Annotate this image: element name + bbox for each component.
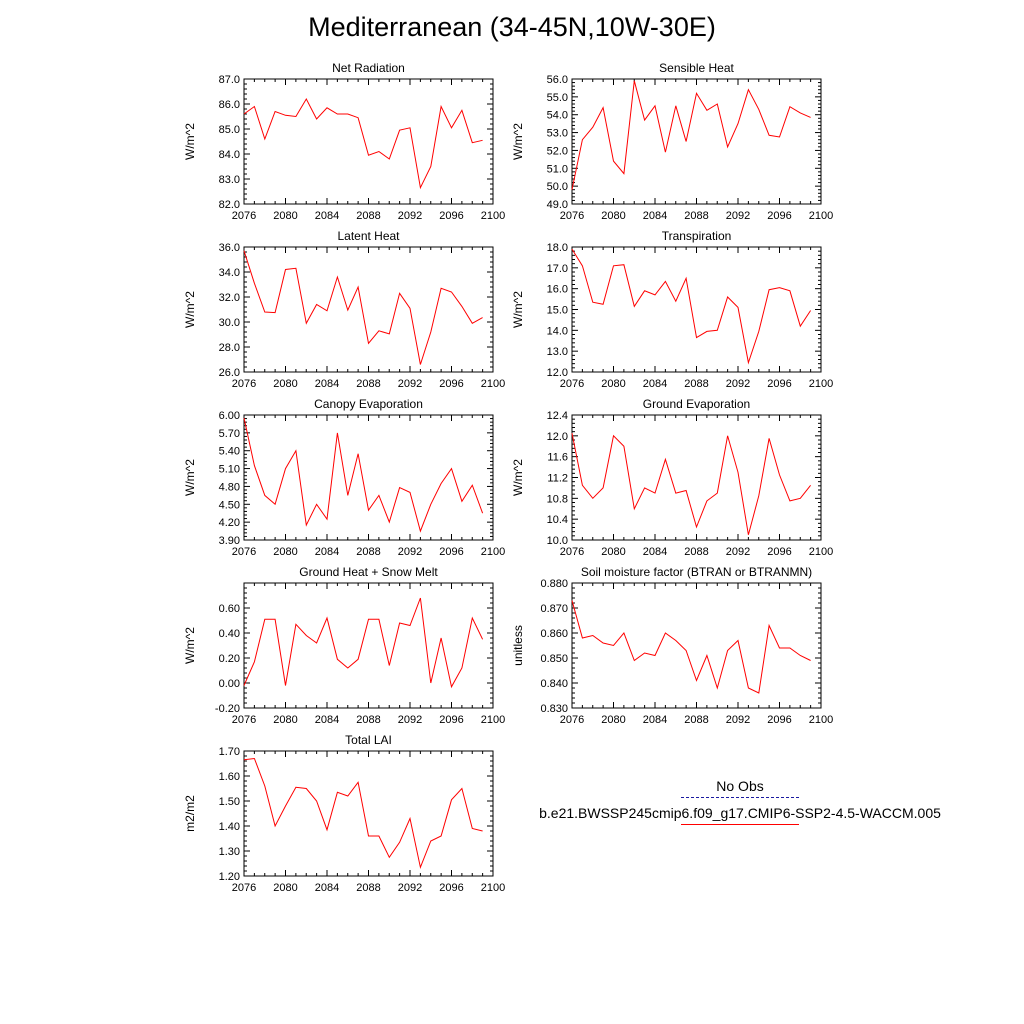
y-tick-label: 0.40 <box>218 628 240 640</box>
y-tick-label: 11.6 <box>547 451 568 464</box>
page-title: Mediterranean (34-45N,10W-30E) <box>308 12 716 42</box>
y-axis-label: W/m^2 <box>511 123 525 160</box>
y-tick-label: 5.40 <box>218 445 240 458</box>
y-tick-label: 18.0 <box>546 242 568 254</box>
series-line-1 <box>244 598 483 687</box>
y-tick-label: 13.0 <box>546 346 568 359</box>
x-tick-label: 2100 <box>480 714 506 726</box>
y-tick-label: 85.0 <box>218 124 240 136</box>
y-tick-label: 10.8 <box>546 493 568 506</box>
series-line-1 <box>244 759 483 868</box>
x-tick-label: 2076 <box>231 210 257 222</box>
series-line-1 <box>572 81 811 190</box>
y-tick-label: 1.70 <box>218 746 240 758</box>
y-tick-label: 51.0 <box>546 163 568 176</box>
x-tick-label: 2100 <box>480 210 506 222</box>
x-tick-label: 2092 <box>725 546 751 558</box>
chart-title: Latent Heat <box>337 229 400 243</box>
plot-frame <box>244 79 493 204</box>
chart-panel-6 <box>511 397 833 558</box>
y-tick-label: 84.0 <box>218 149 240 161</box>
y-axis-label: W/m^2 <box>511 459 525 496</box>
y-tick-label: 5.70 <box>218 427 240 440</box>
y-tick-label: 0.20 <box>218 653 240 665</box>
x-tick-label: 2100 <box>808 546 834 558</box>
y-axis-label: W/m^2 <box>183 123 197 160</box>
chart-panel-2 <box>511 61 833 222</box>
y-tick-label: 1.40 <box>218 821 240 833</box>
x-tick-label: 2076 <box>559 210 585 222</box>
legend-swatch-obs <box>681 797 799 798</box>
plot-frame <box>572 247 821 372</box>
y-tick-label: 82.0 <box>218 199 240 211</box>
y-tick-label: 0.870 <box>540 603 568 615</box>
chart-title: Ground Heat + Snow Melt <box>299 565 438 579</box>
x-tick-label: 2080 <box>601 714 626 726</box>
y-tick-label: 50.0 <box>546 181 568 194</box>
y-tick-label: 56.0 <box>546 74 568 86</box>
y-tick-label: 12.0 <box>546 367 568 379</box>
x-tick-label: 2080 <box>601 210 626 222</box>
y-axis-label: W/m^2 <box>183 291 197 328</box>
series-line-1 <box>244 251 483 365</box>
series-line-1 <box>572 249 811 363</box>
x-tick-label: 2088 <box>356 882 381 894</box>
legend <box>520 778 960 832</box>
x-tick-label: 2100 <box>480 546 506 558</box>
chart-panel-5 <box>183 397 505 558</box>
y-tick-label: 15.0 <box>546 304 568 317</box>
x-tick-label: 2088 <box>356 210 381 222</box>
x-tick-label: 2084 <box>314 378 340 390</box>
y-tick-label: 49.0 <box>546 199 568 211</box>
x-tick-label: 2096 <box>439 546 464 558</box>
x-tick-label: 2080 <box>273 378 298 390</box>
y-tick-label: 12.4 <box>546 410 568 422</box>
x-tick-label: 2088 <box>684 210 709 222</box>
y-tick-label: 30.0 <box>218 317 240 329</box>
y-tick-label: 53.0 <box>546 127 568 140</box>
y-axis-label: W/m^2 <box>183 459 197 496</box>
plot-frame <box>244 415 493 540</box>
chart-title: Sensible Heat <box>659 61 734 75</box>
x-tick-label: 2088 <box>684 546 709 558</box>
y-tick-label: 55.0 <box>546 91 568 104</box>
plot-frame <box>244 583 493 708</box>
chart-panel-4 <box>511 229 833 390</box>
chart-title: Transpiration <box>661 229 732 243</box>
x-tick-label: 2100 <box>808 378 834 390</box>
y-tick-label: 6.00 <box>218 410 240 422</box>
series-line-1 <box>244 99 483 188</box>
y-tick-label: 0.860 <box>540 628 568 640</box>
x-tick-label: 2096 <box>767 546 792 558</box>
chart-title: Soil moisture factor (BTRAN or BTRANMN) <box>580 565 813 579</box>
y-tick-label: 4.80 <box>218 481 240 494</box>
y-tick-label: 4.50 <box>218 499 240 512</box>
chart-title: Total LAI <box>345 733 392 747</box>
y-tick-label: 4.20 <box>218 517 240 530</box>
y-axis-label: W/m^2 <box>183 627 197 664</box>
x-tick-label: 2100 <box>480 882 506 894</box>
x-tick-label: 2080 <box>273 714 298 726</box>
y-tick-label: 1.60 <box>218 771 240 783</box>
x-tick-label: 2080 <box>273 882 298 894</box>
x-tick-label: 2096 <box>439 210 464 222</box>
legend-label-model: b.e21.BWSSP245cmip6.f09_g17.CMIP6-SSP2-4.5-WACCM.005 <box>539 805 941 821</box>
x-tick-label: 2100 <box>480 378 506 390</box>
chart-title: Canopy Evaporation <box>314 397 423 411</box>
y-tick-label: 26.0 <box>218 367 240 379</box>
x-tick-label: 2084 <box>314 210 340 222</box>
x-tick-label: 2084 <box>642 714 668 726</box>
legend-label-obs: No Obs <box>716 778 764 794</box>
x-tick-label: 2096 <box>439 882 464 894</box>
y-tick-label: 16.0 <box>546 283 568 296</box>
y-tick-label: 54.0 <box>546 109 568 122</box>
y-tick-label: 0.830 <box>540 703 568 715</box>
y-tick-label: 1.50 <box>218 796 240 808</box>
x-tick-label: 2076 <box>231 546 257 558</box>
chart-panel-9 <box>183 733 505 894</box>
y-tick-label: 36.0 <box>218 242 240 254</box>
x-tick-label: 2088 <box>684 714 709 726</box>
y-tick-label: 5.10 <box>218 463 240 476</box>
x-tick-label: 2092 <box>397 546 423 558</box>
chart-title: Net Radiation <box>332 61 405 75</box>
plot-frame <box>244 247 493 372</box>
y-tick-label: 10.0 <box>546 535 568 547</box>
x-tick-label: 2084 <box>314 546 340 558</box>
y-tick-label: 0.00 <box>218 678 240 690</box>
series-line-1 <box>244 418 483 531</box>
x-tick-label: 2088 <box>356 378 381 390</box>
chart-panel-3 <box>183 229 505 390</box>
x-tick-label: 2092 <box>397 378 423 390</box>
x-tick-label: 2076 <box>231 378 257 390</box>
y-tick-label: 1.20 <box>218 871 240 883</box>
y-tick-label: 0.850 <box>540 653 568 665</box>
x-tick-label: 2088 <box>356 714 381 726</box>
y-tick-label: 0.840 <box>540 678 568 690</box>
x-tick-label: 2084 <box>314 882 340 894</box>
y-tick-label: 1.30 <box>218 846 240 858</box>
series-line-1 <box>572 601 811 694</box>
x-tick-label: 2080 <box>601 378 626 390</box>
x-tick-label: 2092 <box>397 882 423 894</box>
x-tick-label: 2080 <box>601 546 626 558</box>
series-line-1 <box>572 433 811 535</box>
y-tick-label: 87.0 <box>218 74 240 86</box>
y-tick-label: 52.0 <box>546 145 568 158</box>
x-tick-label: 2096 <box>767 210 792 222</box>
chart-panel-7 <box>183 565 505 726</box>
x-tick-label: 2088 <box>684 378 709 390</box>
plot-frame <box>572 583 821 708</box>
x-tick-label: 2076 <box>559 714 585 726</box>
x-tick-label: 2100 <box>808 714 834 726</box>
x-tick-label: 2100 <box>808 210 834 222</box>
y-axis-label: m2/m2 <box>183 795 197 832</box>
x-tick-label: 2080 <box>273 210 298 222</box>
y-tick-label: 14.0 <box>546 325 568 338</box>
plot-frame <box>572 415 821 540</box>
x-tick-label: 2084 <box>642 546 668 558</box>
x-tick-label: 2092 <box>725 378 751 390</box>
y-tick-label: 83.0 <box>218 174 240 186</box>
x-tick-label: 2076 <box>559 378 585 390</box>
x-tick-label: 2092 <box>397 210 423 222</box>
x-tick-label: 2084 <box>642 210 668 222</box>
x-tick-label: 2096 <box>439 714 464 726</box>
y-tick-label: 32.0 <box>218 292 240 304</box>
x-tick-label: 2076 <box>231 882 257 894</box>
y-tick-label: 11.2 <box>547 472 568 485</box>
x-tick-label: 2096 <box>767 378 792 390</box>
x-tick-label: 2096 <box>439 378 464 390</box>
x-tick-label: 2096 <box>767 714 792 726</box>
y-tick-label: 28.0 <box>218 342 240 354</box>
y-tick-label: 12.0 <box>546 430 568 443</box>
y-tick-label: 0.60 <box>218 603 240 615</box>
chart-panel-8 <box>511 565 833 726</box>
chart-panel-1 <box>183 61 505 222</box>
y-axis-label: W/m^2 <box>511 291 525 328</box>
chart-title: Ground Evaporation <box>642 397 751 411</box>
y-tick-label: 34.0 <box>218 267 240 279</box>
y-tick-label: 3.90 <box>218 535 240 547</box>
x-tick-label: 2076 <box>231 714 257 726</box>
x-tick-label: 2084 <box>642 378 668 390</box>
y-tick-label: -0.20 <box>214 703 240 715</box>
x-tick-label: 2092 <box>725 714 751 726</box>
x-tick-label: 2088 <box>356 546 381 558</box>
x-tick-label: 2092 <box>397 714 423 726</box>
y-tick-label: 10.4 <box>546 514 568 527</box>
x-tick-label: 2084 <box>314 714 340 726</box>
x-tick-label: 2080 <box>273 546 298 558</box>
y-axis-label: unitless <box>511 625 525 666</box>
x-tick-label: 2092 <box>725 210 751 222</box>
y-tick-label: 86.0 <box>218 99 240 111</box>
y-tick-label: 17.0 <box>546 262 568 275</box>
x-tick-label: 2076 <box>559 546 585 558</box>
legend-swatch-model <box>681 824 799 825</box>
y-tick-label: 0.880 <box>540 578 568 590</box>
